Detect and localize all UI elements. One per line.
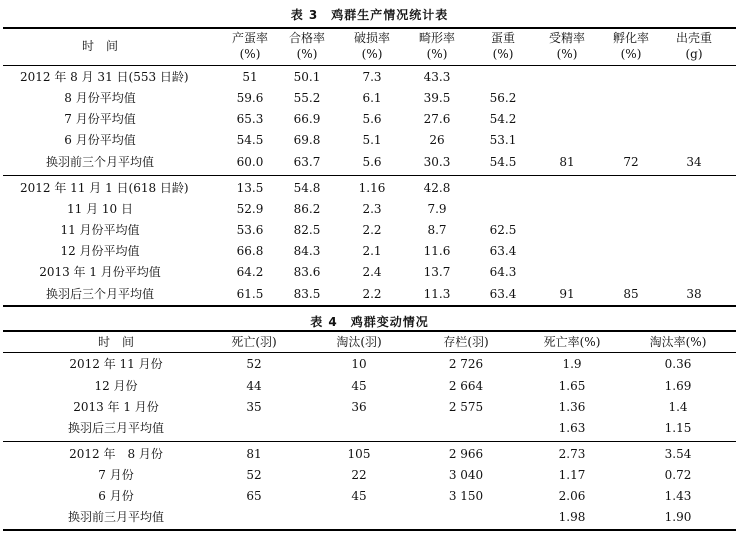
table3-header-time: 时 间 xyxy=(81,39,118,53)
table4-header-label: 存栏(羽) xyxy=(443,335,489,349)
table3-header-unit: (%) xyxy=(620,47,642,61)
table3-row-label: 11 月 10 日 xyxy=(67,202,133,216)
table4-group-rule xyxy=(3,441,736,442)
table4-cell: 45 xyxy=(351,489,367,503)
table4-cell: 22 xyxy=(351,468,367,482)
table3-header-label: 破损率 xyxy=(353,31,390,45)
table4-header-label: 淘汰率(%) xyxy=(649,335,707,349)
table4-cell: 10 xyxy=(351,357,367,371)
table4-bottom-rule xyxy=(3,529,736,531)
table3-header-label: 孵化率 xyxy=(612,31,649,45)
table3-header-unit: (%) xyxy=(426,47,448,61)
table4-cell: 44 xyxy=(246,379,262,393)
table4-row-label: 2013 年 1 月份 xyxy=(73,400,159,414)
table3-cell: 81 xyxy=(559,155,575,169)
table4-cell: 1.17 xyxy=(558,468,586,482)
table4-cell: 1.36 xyxy=(558,400,586,414)
table3-title: 表 3 鸡群生产情况统计表 xyxy=(290,8,449,22)
table3-cell: 2.2 xyxy=(362,287,382,301)
table4-cell: 52 xyxy=(246,468,262,482)
table3-cell: 62.5 xyxy=(489,223,517,237)
table3-top-rule xyxy=(3,27,736,29)
table3-cell: 7.9 xyxy=(427,202,447,216)
table3-cell: 64.3 xyxy=(489,265,517,279)
table3-row-label: 换羽后三个月平均值 xyxy=(45,287,154,301)
table3-cell: 63.4 xyxy=(489,287,517,301)
table3-cell: 26 xyxy=(429,133,445,147)
table4-row-label: 12 月份 xyxy=(94,379,138,393)
table3-header-unit: (%) xyxy=(296,47,318,61)
table4-row-label: 2012 年 8 月份 xyxy=(69,447,163,461)
table3-header-rule xyxy=(3,65,736,66)
table3-header-label: 畸形率 xyxy=(418,31,455,45)
table3-cell: 13.7 xyxy=(423,265,451,279)
table3-bottom-rule xyxy=(3,305,736,307)
table4-cell: 1.90 xyxy=(664,510,692,524)
table4-cell: 1.65 xyxy=(558,379,586,393)
table4-cell: 1.69 xyxy=(664,379,692,393)
table4-header-label: 死亡(羽) xyxy=(231,335,277,349)
table4-cell: 35 xyxy=(246,400,262,414)
table3-row-label: 2013 年 1 月份平均值 xyxy=(39,265,161,279)
table3-cell: 5.6 xyxy=(362,112,382,126)
table3-cell: 50.1 xyxy=(293,70,321,84)
table4-row-label: 换羽后三月平均值 xyxy=(67,421,164,435)
table4-cell: 2 726 xyxy=(448,357,484,371)
table3-cell: 8.7 xyxy=(427,223,447,237)
table3-cell: 34 xyxy=(686,155,702,169)
table4-header-label: 死亡率(%) xyxy=(543,335,601,349)
table3-header-unit: (%) xyxy=(361,47,383,61)
table3-cell: 2.2 xyxy=(362,223,382,237)
table4-row-label: 6 月份 xyxy=(98,489,134,503)
table3-row-label: 换羽前三个月平均值 xyxy=(45,155,154,169)
table3-header-label: 合格率 xyxy=(288,31,325,45)
table4-title: 表 4 鸡群变动情况 xyxy=(310,315,429,329)
table3-cell: 13.5 xyxy=(236,181,264,195)
table4-cell: 0.72 xyxy=(664,468,692,482)
table3-cell: 42.8 xyxy=(423,181,451,195)
table3-cell: 5.6 xyxy=(362,155,382,169)
table3-cell: 69.8 xyxy=(293,133,321,147)
table3-cell: 53.1 xyxy=(489,133,517,147)
table3-row-label: 7 月份平均值 xyxy=(64,112,136,126)
table3-cell: 53.6 xyxy=(236,223,264,237)
table4-row-label: 7 月份 xyxy=(98,468,134,482)
table4-cell: 2 966 xyxy=(448,447,484,461)
table4-cell: 65 xyxy=(246,489,262,503)
table3-cell: 30.3 xyxy=(423,155,451,169)
table3-cell: 51 xyxy=(242,70,258,84)
table3-cell: 11.3 xyxy=(423,287,451,301)
table3-cell: 72 xyxy=(623,155,639,169)
table3-cell: 54.5 xyxy=(489,155,517,169)
table3-cell: 6.1 xyxy=(362,91,382,105)
table4-cell: 1.15 xyxy=(664,421,692,435)
table3-cell: 61.5 xyxy=(236,287,264,301)
table3-cell: 82.5 xyxy=(293,223,321,237)
table3-cell: 59.6 xyxy=(236,91,264,105)
table3-row-label: 6 月份平均值 xyxy=(64,133,136,147)
table3-cell: 5.1 xyxy=(362,133,382,147)
table3-cell: 63.4 xyxy=(489,244,517,258)
table3-cell: 38 xyxy=(686,287,702,301)
table3-cell: 63.7 xyxy=(293,155,321,169)
table3-cell: 84.3 xyxy=(293,244,321,258)
table3-row-label: 2012 年 8 月 31 日(553 日龄) xyxy=(20,70,189,84)
table3-cell: 43.3 xyxy=(423,70,451,84)
table3-cell: 39.5 xyxy=(423,91,451,105)
table4-cell: 1.9 xyxy=(562,357,582,371)
table3-cell: 83.6 xyxy=(293,265,321,279)
table4-cell: 3 040 xyxy=(448,468,484,482)
table4-row-label: 2012 年 11 月份 xyxy=(69,357,163,371)
table3-cell: 66.8 xyxy=(236,244,264,258)
table3-cell: 56.2 xyxy=(489,91,517,105)
table3-header-label: 蛋重 xyxy=(490,31,515,45)
table4-top-rule xyxy=(3,330,736,332)
table3-header-label: 产蛋率 xyxy=(231,31,268,45)
table4-cell: 1.98 xyxy=(558,510,586,524)
table3-header-label: 受精率 xyxy=(548,31,585,45)
table3-header-unit: (g) xyxy=(685,47,703,61)
table4-cell: 81 xyxy=(246,447,262,461)
table4-cell: 3.54 xyxy=(664,447,692,461)
table4-cell: 1.63 xyxy=(558,421,586,435)
table3-header-unit: (%) xyxy=(239,47,261,61)
table4-cell: 105 xyxy=(347,447,371,461)
table3-group-rule xyxy=(3,175,736,176)
table3-row-label: 11 月份平均值 xyxy=(60,223,140,237)
table3-cell: 54.5 xyxy=(236,133,264,147)
table3-cell: 65.3 xyxy=(236,112,264,126)
table4-cell: 45 xyxy=(351,379,367,393)
table3-cell: 2.3 xyxy=(362,202,382,216)
table3-header-unit: (%) xyxy=(492,47,514,61)
table4-cell: 52 xyxy=(246,357,262,371)
table3-cell: 11.6 xyxy=(423,244,451,258)
table3-cell: 55.2 xyxy=(293,91,321,105)
table3-row-label: 8 月份平均值 xyxy=(64,91,136,105)
table3-cell: 85 xyxy=(623,287,639,301)
table3-cell: 66.9 xyxy=(293,112,321,126)
table3-header-label: 出壳重 xyxy=(675,31,712,45)
table3-cell: 2.4 xyxy=(362,265,382,279)
table4-cell: 1.4 xyxy=(668,400,688,414)
table3-cell: 1.16 xyxy=(358,181,386,195)
table3-cell: 52.9 xyxy=(236,202,264,216)
table4-cell: 2 575 xyxy=(448,400,484,414)
table4-cell: 2.06 xyxy=(558,489,586,503)
table3-cell: 2.1 xyxy=(362,244,382,258)
table3-cell: 64.2 xyxy=(236,265,264,279)
table4-row-label: 换羽前三月平均值 xyxy=(67,510,164,524)
table3-cell: 27.6 xyxy=(423,112,451,126)
table4-header-time: 时 间 xyxy=(97,335,134,349)
table4-cell: 36 xyxy=(351,400,367,414)
table4-cell: 2 664 xyxy=(448,379,484,393)
table3-cell: 91 xyxy=(559,287,575,301)
table3-cell: 7.3 xyxy=(362,70,382,84)
table4-cell: 3 150 xyxy=(448,489,484,503)
table3-header-unit: (%) xyxy=(556,47,578,61)
table4-header-label: 淘汰(羽) xyxy=(336,335,382,349)
table3-cell: 54.8 xyxy=(293,181,321,195)
table4-cell: 2.73 xyxy=(558,447,586,461)
table4-cell: 0.36 xyxy=(664,357,692,371)
table3-row-label: 2012 年 11 月 1 日(618 日龄) xyxy=(20,181,189,195)
table4-header-rule xyxy=(3,352,736,353)
table3-cell: 83.5 xyxy=(293,287,321,301)
table3-cell: 86.2 xyxy=(293,202,321,216)
table3-row-label: 12 月份平均值 xyxy=(60,244,140,258)
table3-cell: 54.2 xyxy=(489,112,517,126)
table4-cell: 1.43 xyxy=(664,489,692,503)
table3-cell: 60.0 xyxy=(236,155,264,169)
